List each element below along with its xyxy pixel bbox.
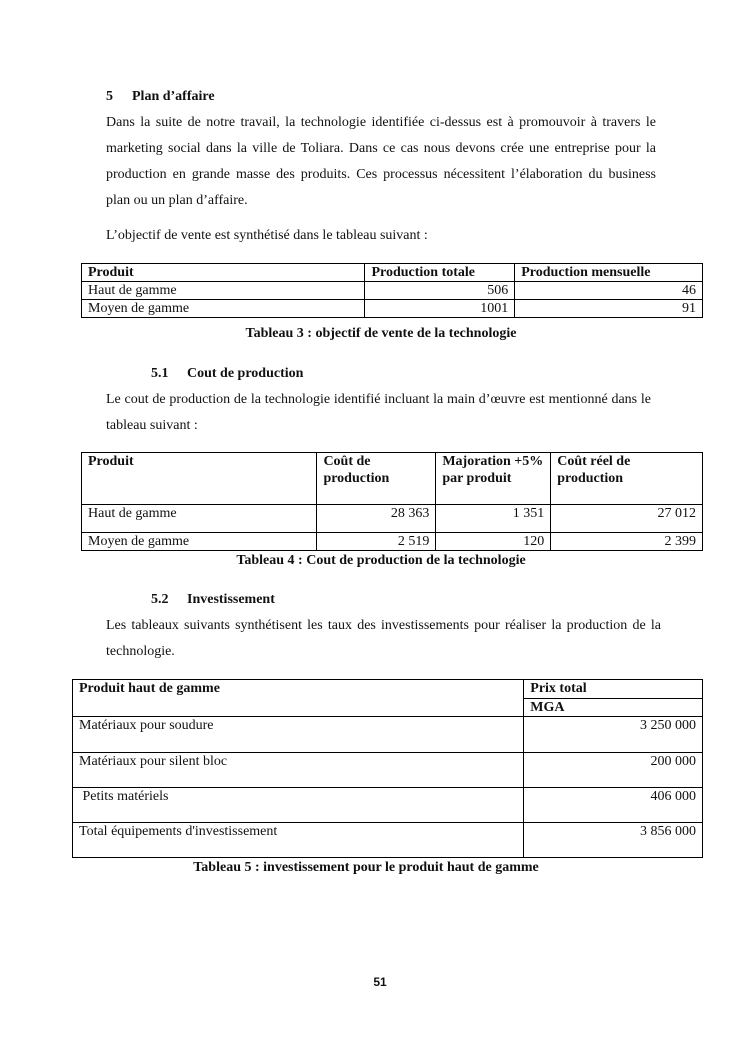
table-cell: 506 bbox=[365, 282, 515, 300]
table-cell: 120 bbox=[436, 533, 551, 551]
table-header-cell: MGA bbox=[524, 698, 703, 717]
table-cell: 406 000 bbox=[524, 788, 703, 823]
section-number: 5.1 bbox=[151, 366, 169, 381]
table-4 bbox=[81, 452, 703, 551]
table-header-cell: Prix total bbox=[524, 680, 703, 699]
table-row bbox=[82, 282, 703, 300]
table-header-row bbox=[82, 264, 703, 282]
table-cell: 46 bbox=[515, 282, 703, 300]
table-header-cell: Produit bbox=[82, 453, 317, 505]
section-number: 5.2 bbox=[151, 592, 169, 607]
table-header-cell: Production totale bbox=[365, 264, 515, 282]
table-header-cell: Produit haut de gamme bbox=[73, 680, 524, 717]
section-title: Cout de production bbox=[187, 366, 304, 381]
table-row bbox=[82, 300, 703, 318]
table-5-caption: Tableau 5 : investissement pour le produit haut de gamme bbox=[193, 860, 539, 875]
table-header-cell: Coût réel de production bbox=[551, 453, 703, 505]
table-cell: 91 bbox=[515, 300, 703, 318]
table-cell: Moyen de gamme bbox=[82, 300, 365, 318]
table-4-caption: Tableau 4 : Cout de production de la technologie bbox=[236, 553, 526, 568]
table-header-cell: Produit bbox=[82, 264, 365, 282]
table-header-cell: Production mensuelle bbox=[515, 264, 703, 282]
table-cell: 3 856 000 bbox=[524, 823, 703, 858]
table-cell: Moyen de gamme bbox=[82, 533, 317, 551]
table-row bbox=[82, 533, 703, 551]
table-cell: 27 012 bbox=[551, 505, 703, 533]
table-cell: 1001 bbox=[365, 300, 515, 318]
table-row bbox=[82, 505, 703, 533]
table-header-row bbox=[82, 453, 703, 505]
table-3 bbox=[81, 263, 703, 318]
table-cell: 3 250 000 bbox=[524, 717, 703, 753]
table-row bbox=[73, 823, 703, 858]
section-title: Plan d’affaire bbox=[132, 89, 215, 104]
table-cell: Matériaux pour silent bloc bbox=[73, 753, 524, 788]
table-header-cell: Coût de production bbox=[317, 453, 436, 505]
section-title: Investissement bbox=[187, 592, 275, 607]
table-cell: Matériaux pour soudure bbox=[73, 717, 524, 753]
table-header-cell: Majoration +5% par produit bbox=[436, 453, 551, 505]
table3-intro: L’objectif de vente est synthétisé dans le tableau suivant : bbox=[106, 228, 428, 243]
section-5-paragraph: Dans la suite de notre travail, la technologie identifiée ci-dessus est à promouvoir à travers le marketing social dans la ville de Toliara. Dans ce cas nous devons crée une entreprise pour la production en grande masse des produits. Ces processus nécessitent l’élaboration du business plan ou un plan d’affaire. bbox=[106, 115, 656, 208]
table-cell: Haut de gamme bbox=[82, 282, 365, 300]
table-cell: Total équipements d'investissement bbox=[73, 823, 524, 858]
section-5-2-heading bbox=[151, 592, 275, 608]
table-3-caption: Tableau 3 : objectif de vente de la technologie bbox=[245, 326, 517, 341]
table-cell: 2 399 bbox=[551, 533, 703, 551]
table-row bbox=[73, 788, 703, 823]
section-5-1-paragraph: Le cout de production de la technologie identifié incluant la main d’œuvre est mentionné dans le tableau suivant : bbox=[106, 392, 651, 433]
table-row bbox=[73, 717, 703, 753]
table-row bbox=[73, 753, 703, 788]
page-number: 51 bbox=[373, 975, 387, 989]
section-number: 5 bbox=[106, 89, 113, 104]
table-header-row bbox=[73, 680, 703, 699]
table-cell: Haut de gamme bbox=[82, 505, 317, 533]
table-cell: 2 519 bbox=[317, 533, 436, 551]
table-cell: Petits matériels bbox=[73, 788, 524, 823]
table-5 bbox=[72, 679, 703, 858]
section-5-2-paragraph: Les tableaux suivants synthétisent les taux des investissements pour réaliser la production de la technologie. bbox=[106, 618, 661, 659]
table-cell: 1 351 bbox=[436, 505, 551, 533]
section-5-heading bbox=[106, 89, 215, 105]
table-cell: 28 363 bbox=[317, 505, 436, 533]
table-cell: 200 000 bbox=[524, 753, 703, 788]
section-5-1-heading bbox=[151, 366, 303, 382]
